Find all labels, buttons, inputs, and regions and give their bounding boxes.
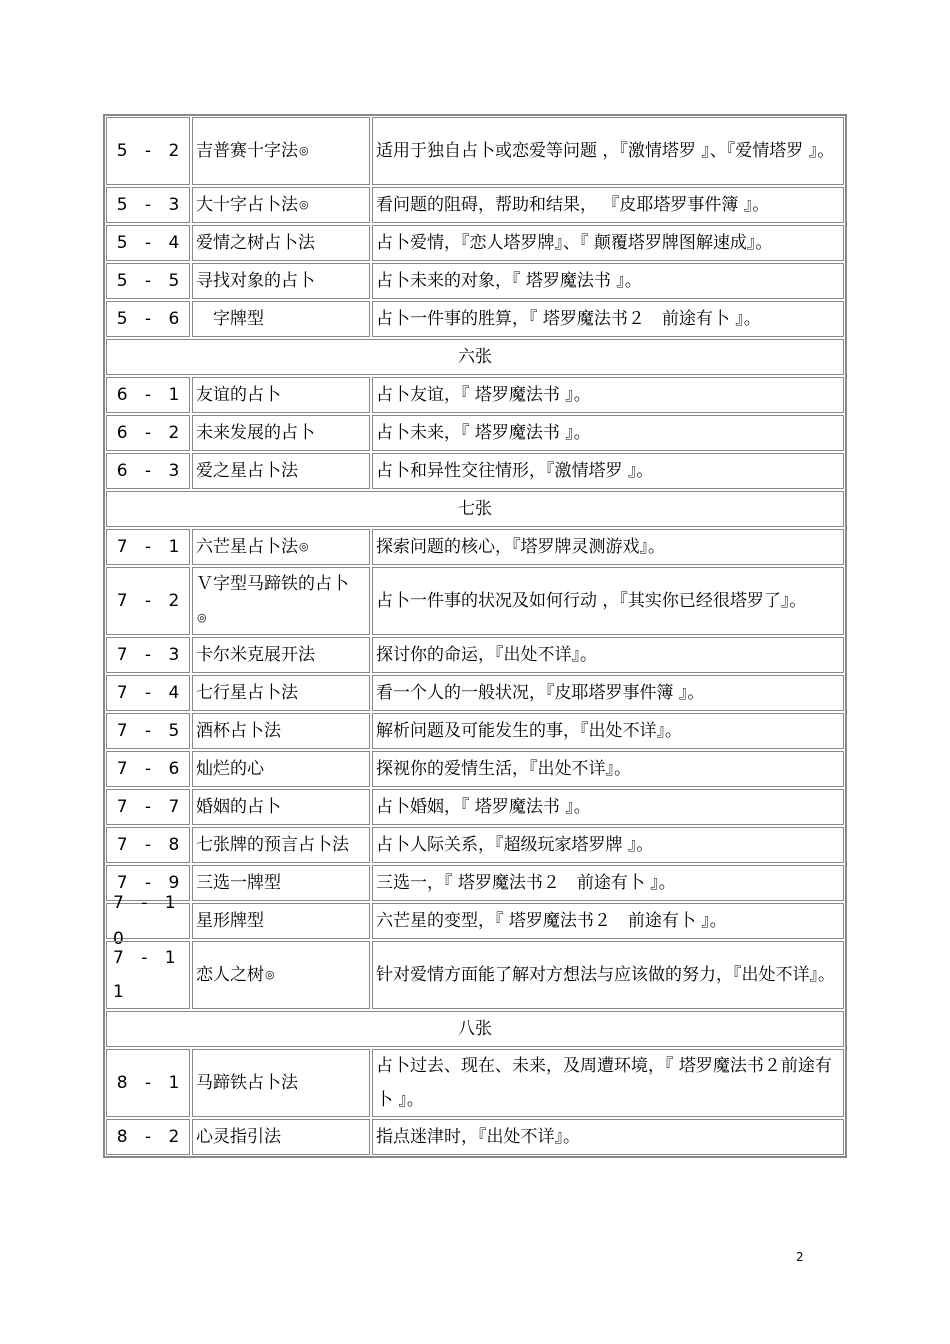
spread-name-cell — [192, 751, 370, 787]
spread-name-cell — [192, 301, 370, 337]
spread-name: 心灵指引法 — [196, 1127, 281, 1147]
spread-name: 字牌型 — [196, 309, 264, 329]
spread-name-cell — [192, 453, 370, 489]
spread-id: 5 - 6 — [106, 301, 190, 337]
spread-name: 婚姻的占卜 — [196, 797, 281, 817]
spread-id: 7 - 1 — [106, 529, 190, 565]
spread-name-cell — [192, 941, 370, 1009]
table-row — [105, 1118, 845, 1156]
table-row — [105, 566, 845, 636]
spread-description: 占卜和异性交往情形，『激情塔罗 』。 — [372, 453, 844, 489]
recommended-mark-icon: ◎ — [197, 611, 207, 624]
spread-name-cell — [192, 567, 370, 635]
spread-name-cell — [192, 675, 370, 711]
spread-id: 7 - 1 1 — [106, 941, 190, 1009]
table-row — [105, 826, 845, 864]
spread-name-cell — [192, 1049, 370, 1117]
table-row — [105, 186, 845, 224]
recommended-mark-icon: ◎ — [299, 540, 309, 553]
table-row — [105, 636, 845, 674]
spread-description: 占卜友谊，『 塔罗魔法书 』。 — [372, 377, 844, 413]
spread-id: 7 - 8 — [106, 827, 190, 863]
spread-name: 七张牌的预言占卜法 — [196, 835, 349, 855]
table-row — [105, 116, 845, 186]
spread-name-cell — [192, 263, 370, 299]
table-row — [105, 893, 845, 949]
spread-id: 6 - 2 — [106, 415, 190, 451]
spread-name: 爱之星占卜法 — [196, 461, 298, 481]
table-row — [105, 452, 845, 490]
spread-description: 看问题的阻碍，帮助和结果， 『皮耶塔罗事件簿 』。 — [372, 187, 844, 223]
spread-name-cell — [192, 789, 370, 825]
spread-name-cell — [192, 637, 370, 673]
spread-name: 三选一牌型 — [196, 873, 281, 893]
spread-name: 马蹄铁占卜法 — [196, 1073, 298, 1093]
spread-description: 探索问题的核心，『塔罗牌灵测游戏』。 — [372, 529, 844, 565]
table-row — [105, 528, 845, 566]
spread-id: 7 - 4 — [106, 675, 190, 711]
spread-description: 指点迷津时，『出处不详』。 — [372, 1119, 844, 1155]
tarot-spread-table — [103, 114, 847, 1158]
recommended-mark-icon: ◎ — [299, 144, 309, 157]
section-row — [105, 338, 845, 376]
table-row — [105, 940, 845, 1010]
table-row — [105, 414, 845, 452]
table-row — [105, 674, 845, 712]
spread-name: 吉普赛十字法 — [196, 141, 298, 161]
spread-name-cell — [192, 225, 370, 261]
spread-id: 7 - 3 — [106, 637, 190, 673]
spread-name-cell — [192, 377, 370, 413]
spread-description: 三选一，『 塔罗魔法书２ 前途有卜 』。 — [372, 865, 844, 901]
table-row — [105, 788, 845, 826]
spread-name: 星形牌型 — [196, 911, 264, 931]
spread-description: 占卜未来，『 塔罗魔法书 』。 — [372, 415, 844, 451]
spread-name: 爱情之树占卜法 — [196, 233, 315, 253]
page-number: 2 — [796, 1250, 804, 1264]
recommended-mark-icon: ◎ — [299, 198, 309, 211]
spread-name-cell — [192, 713, 370, 749]
spread-name: 酒杯占卜法 — [196, 721, 281, 741]
spread-name: 卡尔米克展开法 — [196, 645, 315, 665]
spread-name: 恋人之树 — [196, 965, 264, 985]
spread-id: 5 - 2 — [106, 117, 190, 185]
spread-name-cell — [192, 415, 370, 451]
spread-name-cell — [192, 865, 370, 901]
spread-description: 针对爱情方面能了解对方想法与应该做的努力，『出处不详』。 — [372, 941, 844, 1009]
spread-id: 8 - 1 — [106, 1049, 190, 1117]
spread-description: 解析问题及可能发生的事，『出处不详』。 — [372, 713, 844, 749]
spread-name: 灿烂的心 — [196, 759, 264, 779]
spread-description: 占卜未来的对象，『 塔罗魔法书 』。 — [372, 263, 844, 299]
spread-id: 7 - 9 — [106, 865, 190, 901]
spread-name-cell — [192, 187, 370, 223]
spread-id: 7 - 7 — [106, 789, 190, 825]
spread-name: 六芒星占卜法 — [196, 537, 298, 557]
spread-description: 适用于独自占卜或恋爱等问题 ，『激情塔罗 』、『爱情塔罗 』。 — [372, 117, 844, 185]
table-row — [105, 300, 845, 338]
spread-name-cell — [192, 1119, 370, 1155]
spread-name: Ｖ字型马蹄铁的占卜 — [196, 574, 349, 594]
spread-description: 探讨你的命运，『出处不详』。 — [372, 637, 844, 673]
spread-id: 7 - 1 0 — [106, 903, 190, 939]
spread-name-cell — [192, 117, 370, 185]
spread-name: 大十字占卜法 — [196, 195, 298, 215]
section-row — [105, 490, 845, 528]
spread-id: 7 - 2 — [106, 567, 190, 635]
spread-id: 5 - 4 — [106, 225, 190, 261]
table-row — [105, 712, 845, 750]
spread-name-cell — [192, 903, 370, 939]
spread-id: 5 - 5 — [106, 263, 190, 299]
spread-id: 7 - 5 — [106, 713, 190, 749]
spread-description: 探视你的爱情生活，『出处不详』。 — [372, 751, 844, 787]
section-heading: 六张 — [106, 339, 844, 375]
spread-description: 占卜一件事的状况及如何行动 ，『其实你已经很塔罗了』。 — [372, 567, 844, 635]
spread-description: 看一个人的一般状况，『皮耶塔罗事件簿 』。 — [372, 675, 844, 711]
spread-description: 占卜爱情，『恋人塔罗牌』、『 颠覆塔罗牌图解速成』。 — [372, 225, 844, 261]
spread-name-cell — [192, 827, 370, 863]
section-heading: 七张 — [106, 491, 844, 527]
spread-name: 七行星占卜法 — [196, 683, 298, 703]
spread-name: 未来发展的占卜 — [196, 423, 315, 443]
spread-description: 占卜过去、现在、未来，及周遭环境，『 塔罗魔法书２前途有卜 』。 — [372, 1049, 844, 1117]
spread-name: 友谊的占卜 — [196, 385, 281, 405]
section-heading: 八张 — [106, 1011, 844, 1047]
table-row — [105, 750, 845, 788]
spread-id: 8 - 2 — [106, 1119, 190, 1155]
spread-description: 占卜一件事的胜算，『 塔罗魔法书２ 前途有卜 』。 — [372, 301, 844, 337]
table-row — [105, 262, 845, 300]
table-row — [105, 864, 845, 902]
table-row — [105, 376, 845, 414]
spread-name-cell — [192, 529, 370, 565]
spread-id: 6 - 3 — [106, 453, 190, 489]
spread-id: 5 - 3 — [106, 187, 190, 223]
section-row — [105, 1010, 845, 1048]
spread-description: 占卜婚姻，『 塔罗魔法书 』。 — [372, 789, 844, 825]
table-row — [105, 1048, 845, 1118]
spread-name: 寻找对象的占卜 — [196, 271, 315, 291]
spread-id: 7 - 6 — [106, 751, 190, 787]
table-row — [105, 224, 845, 262]
spread-description: 占卜人际关系，『超级玩家塔罗牌 』。 — [372, 827, 844, 863]
spread-description: 六芒星的变型，『 塔罗魔法书２ 前途有卜 』。 — [372, 903, 844, 939]
spread-id: 6 - 1 — [106, 377, 190, 413]
recommended-mark-icon: ◎ — [265, 968, 275, 981]
